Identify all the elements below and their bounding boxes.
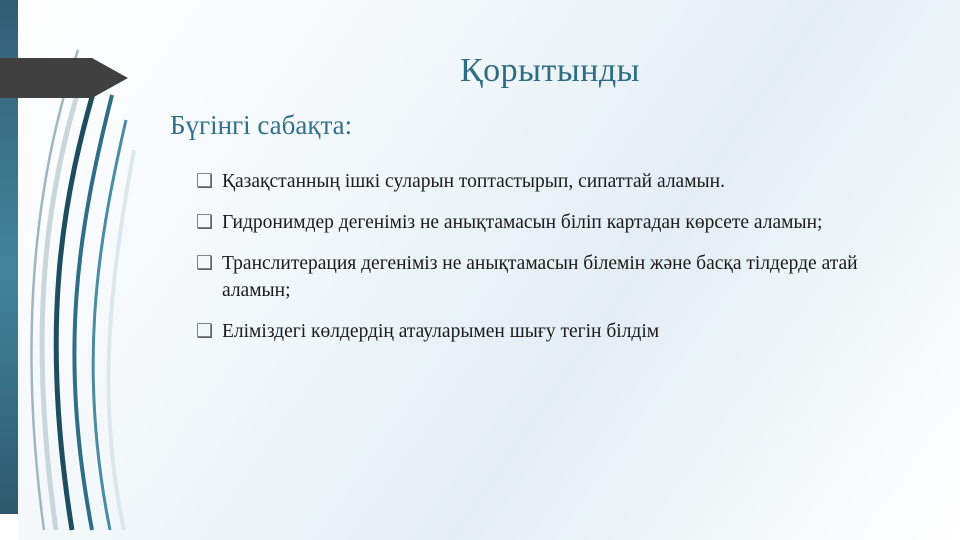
list-item-text: Гидронимдер дегеніміз не анықтамасын біліп картадан көрсете аламын; bbox=[222, 212, 823, 233]
list-item-text: Қазақстанның ішкі суларын топтастырып, сипаттай аламын. bbox=[222, 171, 725, 192]
bullet-marker-icon: ❑ bbox=[196, 320, 214, 342]
list-item bbox=[196, 250, 916, 304]
title-banner-shape bbox=[0, 58, 128, 98]
slide-title: Қорытынды bbox=[459, 52, 641, 89]
bullet-marker-icon: ❑ bbox=[196, 211, 214, 233]
bullet-list bbox=[196, 168, 916, 359]
list-item bbox=[196, 168, 916, 195]
list-item bbox=[196, 209, 916, 236]
bottom-left-strip bbox=[0, 514, 18, 540]
list-item bbox=[196, 318, 916, 345]
list-item-text: Транслитерация дегеніміз не анықтамасын білемін және басқа тілдерде атай аламын; bbox=[222, 253, 858, 301]
bullet-marker-icon: ❑ bbox=[196, 252, 214, 274]
bullet-marker-icon: ❑ bbox=[196, 170, 214, 192]
list-item-text: Еліміздегі көлдердің атауларымен шығу тегін білдім bbox=[222, 321, 660, 342]
slide-subtitle: Бүгінгі сабақта: bbox=[170, 110, 353, 140]
